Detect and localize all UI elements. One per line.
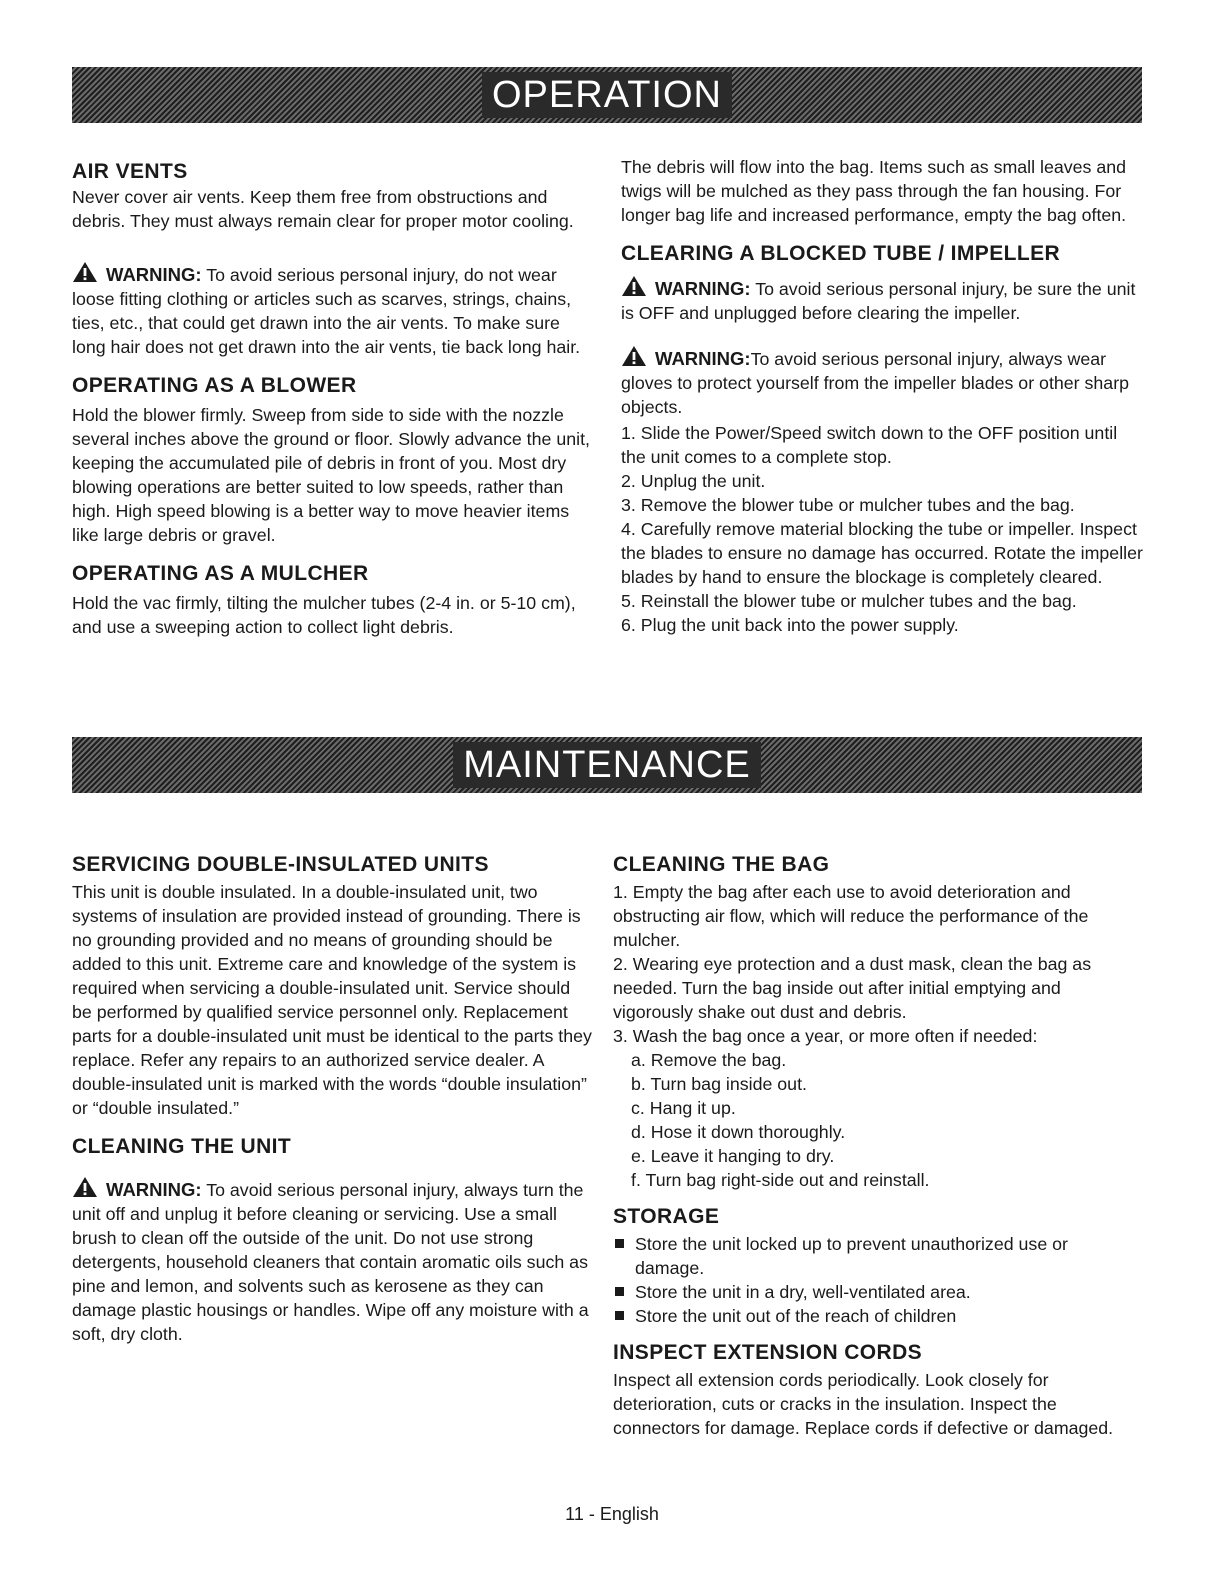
servicing-body: This unit is double insulated. In a double-insulated unit, two systems of insulation are provided instead of grounding. There is no grounding provided and no means of grounding should be added to this unit. Extreme care and knowledge of the system is required when servicing a double-insulated unit. Service should be performed by qualified service personnel only. Replacement parts for a double-insulated unit must be identical to the parts they replace. Refer any repairs to an authorized service dealer. A double-insulated unit is marked with the words “double insulation” or “double insulated.”	[72, 882, 592, 1118]
bag-substep: a. Remove the bag.	[631, 1050, 787, 1070]
bag-substep: f. Turn bag right-side out and reinstall.	[631, 1170, 930, 1190]
warning-icon	[72, 261, 98, 283]
clearing-steps	[621, 421, 1143, 637]
storage-item: Store the unit in a dry, well-ventilated area.	[613, 1280, 1141, 1304]
cleaning-unit-heading: CLEANING THE UNIT	[72, 1135, 292, 1158]
cleaning-bag-steps	[613, 880, 1141, 1192]
bag-substep: c. Hang it up.	[631, 1098, 736, 1118]
clearing-step: 2. Unplug the unit.	[621, 471, 766, 491]
warning-label: WARNING:	[106, 264, 202, 285]
air-vents-warning	[72, 261, 592, 359]
warning-text: To avoid serious personal injury, always wear gloves to protect yourself from the impeller blades or other sharp objects.	[621, 349, 1129, 417]
bullet-square-icon	[615, 1311, 624, 1320]
bag-substep: d. Hose it down thoroughly.	[631, 1122, 846, 1142]
clearing-step: 4. Carefully remove material blocking the tube or impeller. Inspect the blades to ensure no damage has occurred. Rotate the impeller blades by hand to ensure the blockage is completely cleared.	[621, 519, 1143, 587]
maintenance-right-column	[613, 852, 1141, 1440]
storage-heading: STORAGE	[613, 1205, 720, 1228]
bag-step: 1. Empty the bag after each use to avoid deterioration and obstructing air flow, which will reduce the performance of the mulcher.	[613, 882, 1089, 950]
clearing-step: 6. Plug the unit back into the power supply.	[621, 615, 959, 635]
bag-step: 3. Wash the bag once a year, or more often if needed:	[613, 1026, 1038, 1046]
warning-text: To avoid serious personal injury, do not wear loose fitting clothing or articles such as scarves, strings, chains, ties, etc., that could get drawn into the air vents. To make sure long hair does not get drawn into the air vents, tie back long hair.	[72, 265, 581, 357]
clearing-step: 5. Reinstall the blower tube or mulcher tubes and the bag.	[621, 591, 1077, 611]
blower-heading: OPERATING AS A BLOWER	[72, 374, 357, 397]
mulcher-body: Hold the vac firmly, tilting the mulcher tubes (2-4 in. or 5-10 cm), and use a sweeping action to collect light debris.	[72, 593, 576, 637]
clearing-step: 3. Remove the blower tube or mulcher tubes and the bag.	[621, 495, 1075, 515]
clearing-warning-2	[621, 345, 1143, 419]
maintenance-banner	[72, 737, 1142, 793]
clearing-heading: CLEARING A BLOCKED TUBE / IMPELLER	[621, 242, 1061, 265]
warning-icon	[72, 1176, 98, 1198]
warning-label: WARNING:	[655, 278, 751, 299]
air-vents-heading: AIR VENTS	[72, 160, 188, 183]
blower-body: Hold the blower firmly. Sweep from side to side with the nozzle several inches above the ground or floor. Slowly advance the unit, keeping the accumulated pile of debris in front of you. Most dry blowing operations are better suited to low speeds, rather than high. High speed blowing is a better way to move heavier items like large debris or gravel.	[72, 405, 590, 545]
operation-left-column	[72, 159, 592, 639]
mulcher-heading: OPERATING AS A MULCHER	[72, 562, 369, 585]
maintenance-left-column	[72, 852, 592, 1346]
clearing-warning-1	[621, 275, 1143, 325]
cleaning-bag-heading: CLEANING THE BAG	[613, 853, 830, 876]
air-vents-body: Never cover air vents. Keep them free from obstructions and debris. They must always remain clear for proper motor cooling.	[72, 187, 574, 231]
maintenance-title: MAINTENANCE	[453, 742, 761, 788]
cleaning-unit-warning	[72, 1176, 592, 1346]
inspect-body: Inspect all extension cords periodically. Look closely for deterioration, cuts or cracks in the insulation. Inspect the connectors for damage. Replace cords if defective or damaged.	[613, 1370, 1114, 1438]
warning-label: WARNING:	[106, 1179, 202, 1200]
warning-icon	[621, 345, 647, 367]
bag-substep: e. Leave it hanging to dry.	[631, 1146, 835, 1166]
storage-item: Store the unit out of the reach of children	[613, 1304, 1141, 1328]
warning-icon	[621, 275, 647, 297]
clearing-step: 1. Slide the Power/Speed switch down to the OFF position until the unit comes to a complete stop.	[621, 423, 1118, 467]
warning-text: To avoid serious personal injury, always turn the unit off and unplug it before cleaning or servicing. Use a small brush to clean off the outside of the unit. Do not use strong detergents, household cleaners that contain aromatic oils such as pine and lemon, and solvents such as kerosene as they can damage plastic housings or handles. Wipe off any moisture with a soft, dry cloth.	[72, 1180, 589, 1344]
inspect-heading: INSPECT EXTENSION CORDS	[613, 1341, 923, 1364]
bag-substep: b. Turn bag inside out.	[631, 1074, 807, 1094]
bag-step: 2. Wearing eye protection and a dust mask, clean the bag as needed. Turn the bag inside out after initial emptying and vigorously shake out dust and debris.	[613, 954, 1092, 1022]
bullet-square-icon	[615, 1287, 624, 1296]
storage-item: Store the unit locked up to prevent unauthorized use or damage.	[613, 1232, 1141, 1280]
operation-right-column	[621, 155, 1143, 637]
debris-intro: The debris will flow into the bag. Items such as small leaves and twigs will be mulched as they pass through the fan housing. For longer bag life and increased performance, empty the bag often.	[621, 157, 1127, 225]
warning-text: To avoid serious personal injury, be sure the unit is OFF and unplugged before clearing the impeller.	[621, 279, 1136, 323]
warning-label: WARNING:	[655, 348, 751, 369]
operation-banner	[72, 67, 1142, 123]
storage-list	[613, 1232, 1141, 1328]
servicing-heading: SERVICING DOUBLE-INSULATED UNITS	[72, 853, 489, 876]
operation-title: OPERATION	[482, 72, 732, 118]
page-footer: 11 - English	[565, 1504, 659, 1524]
bullet-square-icon	[615, 1239, 624, 1248]
